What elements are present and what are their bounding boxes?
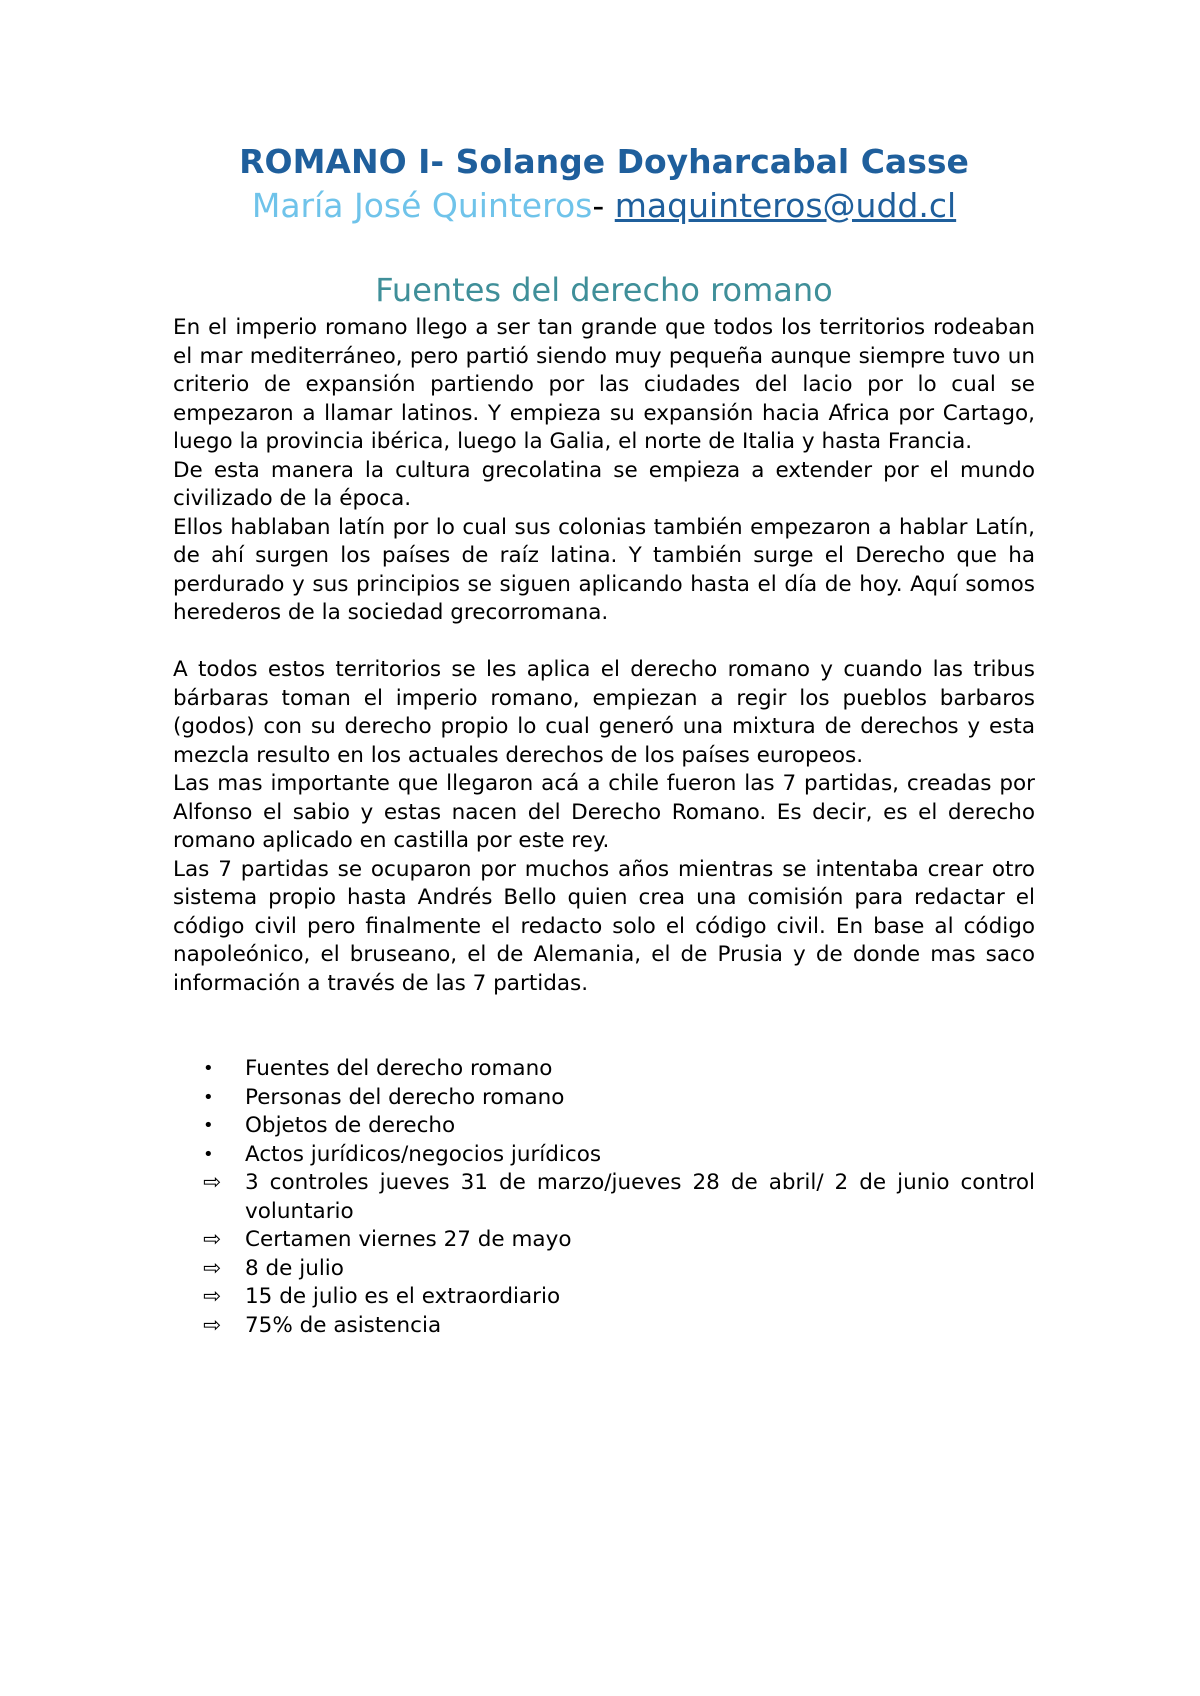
list-item: [173, 1084, 1035, 1113]
arrow-right-icon: ⇨: [203, 1255, 222, 1281]
list-item-text: Personas del derecho romano: [245, 1084, 565, 1110]
list-item-text: 3 controles jueves 31 de marzo/jueves 28 de abril/ 2 de junio control voluntario: [245, 1170, 1035, 1224]
document-page: [173, 140, 1035, 1340]
body-paragraph: Ellos hablaban latín por lo cual sus colonias también empezaron a hablar Latín, de ahí surgen los países de raíz latina. Y también surge el Derecho que ha perdurado y sus principios se siguen aplicando hasta el día de hoy. Aquí somos herederos de la sociedad grecorromana.: [173, 514, 1035, 625]
author-name: María José Quinteros: [251, 186, 593, 225]
body-paragraph: Las mas importante que llegaron acá a chile fueron las 7 partidas, creadas por Alfonso el sabio y estas nacen del Derecho Romano. Es decir, es el derecho romano aplicado en castilla por este rey.: [173, 771, 1035, 853]
list-item: [173, 1112, 1035, 1141]
author-line: [173, 184, 1035, 228]
list-item: [173, 1283, 1035, 1312]
list-item-text: 8 de julio: [245, 1255, 344, 1281]
bullet-icon: •: [203, 1086, 214, 1108]
list-item: [173, 1141, 1035, 1170]
list-item: [173, 1055, 1035, 1084]
body-paragraph: A todos estos territorios se les aplica el derecho romano y cuando las tribus bárbaras toman el imperio romano, empiezan a regir los pueblos barbaros (godos) con su derecho propio lo cual generó una mixtura de derechos y esta mezcla resulto en los actuales derechos de los países europeos.: [173, 657, 1035, 768]
arrow-right-icon: ⇨: [203, 1284, 222, 1309]
list-item-text: 75% de asistencia: [245, 1312, 442, 1338]
bullet-icon: •: [203, 1058, 214, 1079]
list-item: [173, 1169, 1035, 1226]
list-item: [173, 1255, 1035, 1284]
body-paragraph: De esta manera la cultura grecolatina se empieza a extender por el mundo civilizado de la época.: [173, 457, 1035, 511]
author-separator: -: [592, 186, 615, 225]
list-item-text: Objetos de derecho: [245, 1113, 456, 1138]
document-title: ROMANO I- Solange Doyharcabal Casse: [239, 142, 969, 181]
topics-list: [173, 1055, 1035, 1340]
arrow-right-icon: ⇨: [203, 1312, 222, 1338]
list-item-text: Certamen viernes 27 de mayo: [245, 1227, 572, 1252]
arrow-right-icon: ⇨: [203, 1170, 222, 1195]
list-item: [173, 1226, 1035, 1255]
bullet-icon: •: [203, 1115, 214, 1136]
paragraph-spacer: [173, 628, 1035, 657]
list-item: [173, 1312, 1035, 1341]
body-paragraph: Las 7 partidas se ocuparon por muchos años mientras se intentaba crear otro sistema propio hasta Andrés Bello quien crea una comisión para redactar el código civil pero finalmente el redacto solo el código civil. En base al código napoleónico, el bruseano, el de Alemania, el de Prusia y de donde mas saco información a través de las 7 partidas.: [173, 856, 1035, 996]
list-item-text: 15 de julio es el extraordiario: [245, 1284, 561, 1309]
author-email-link[interactable]: maquinteros@udd.cl: [614, 186, 957, 225]
arrow-right-icon: ⇨: [203, 1227, 222, 1252]
body-paragraph: En el imperio romano llego a ser tan grande que todos los territorios rodeaban el mar mediterráneo, pero partió siendo muy pequeña aunque siempre tuvo un criterio de expansión partiendo por las ciudades del lacio por lo cual se empezaron a llamar latinos. Y empieza su expansión hacia Africa por Cartago, luego la provincia ibérica, luego la Galia, el norte de Italia y hasta Francia.: [173, 315, 1035, 454]
section-heading: Fuentes del derecho romano: [375, 271, 833, 309]
list-item-text: Actos jurídicos/negocios jurídicos: [245, 1141, 602, 1167]
bullet-icon: •: [203, 1143, 214, 1165]
list-item-text: Fuentes del derecho romano: [245, 1056, 553, 1081]
